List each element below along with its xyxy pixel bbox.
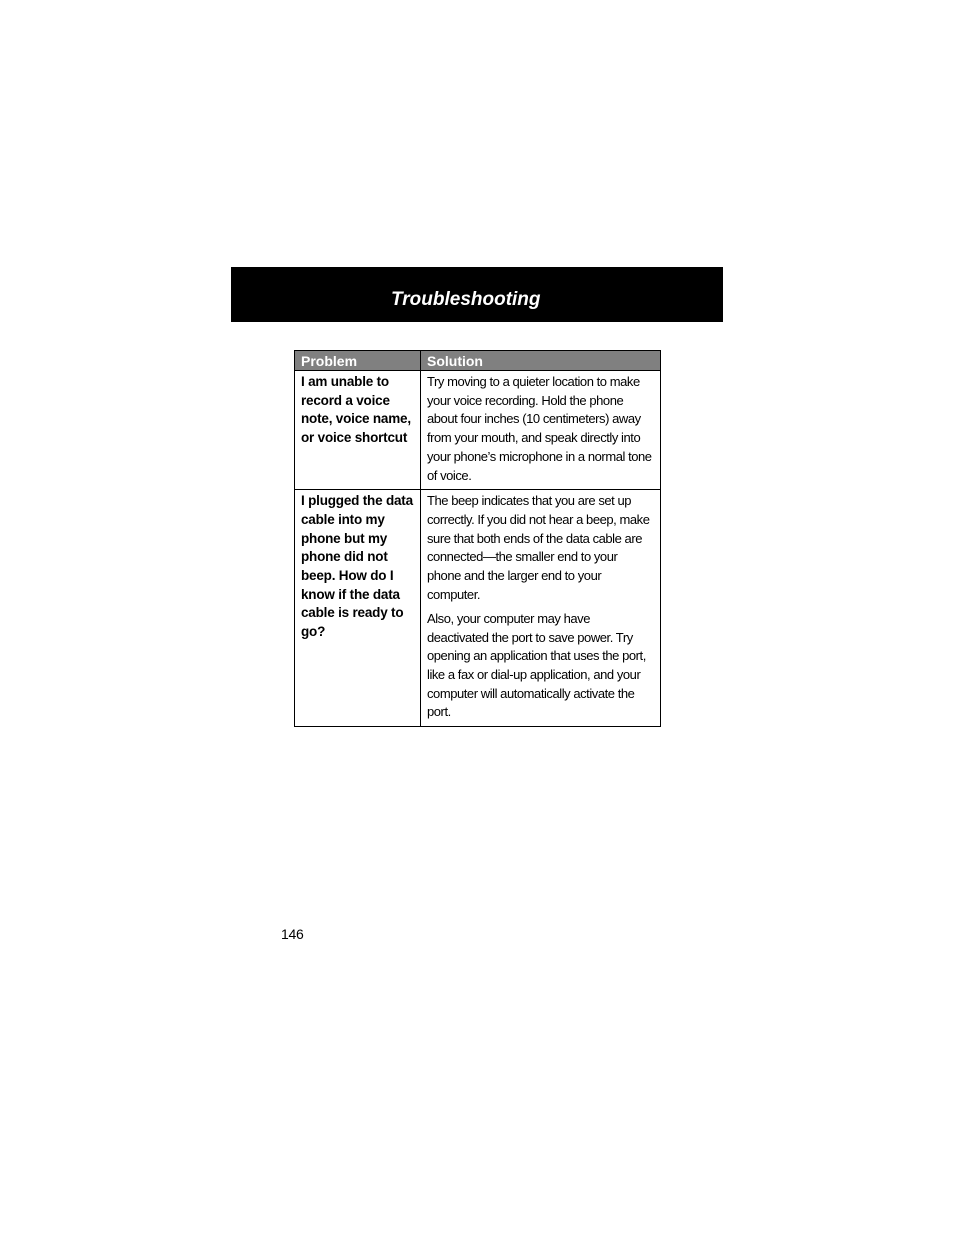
solution-cell bbox=[421, 490, 661, 727]
solution-paragraph: Try moving to a quieter location to make your voice recording. Hold the phone about four inches (10 centimeters) away from your mouth, and speak directly into your phone’s microphone in a normal tone of voice. bbox=[427, 374, 652, 483]
table-header-row bbox=[295, 351, 661, 371]
table-row bbox=[295, 490, 661, 727]
table-row bbox=[295, 371, 661, 490]
section-title: Troubleshooting bbox=[391, 289, 541, 310]
column-header-problem: Problem bbox=[295, 351, 421, 371]
page-number: 146 bbox=[281, 926, 304, 942]
troubleshooting-table bbox=[294, 350, 661, 727]
column-header-solution: Solution bbox=[421, 351, 661, 371]
problem-cell: I am unable to record a voice note, voice name, or voice shortcut bbox=[295, 371, 421, 490]
section-header-bar bbox=[231, 267, 723, 322]
solution-paragraph: The beep indicates that you are set up correctly. If you did not hear a beep, make sure that both ends of the data cable are connected—the smaller end to your phone and the larger end to your computer. bbox=[427, 493, 650, 602]
solution-cell bbox=[421, 371, 661, 490]
problem-cell: I plugged the data cable into my phone but my phone did not beep. How do I know if the data cable is ready to go? bbox=[295, 490, 421, 727]
solution-paragraph: Also, your computer may have deactivated the port to save power. Try opening an application that uses the port, like a fax or dial-up application, and your computer will automatically activate the port. bbox=[427, 610, 646, 720]
